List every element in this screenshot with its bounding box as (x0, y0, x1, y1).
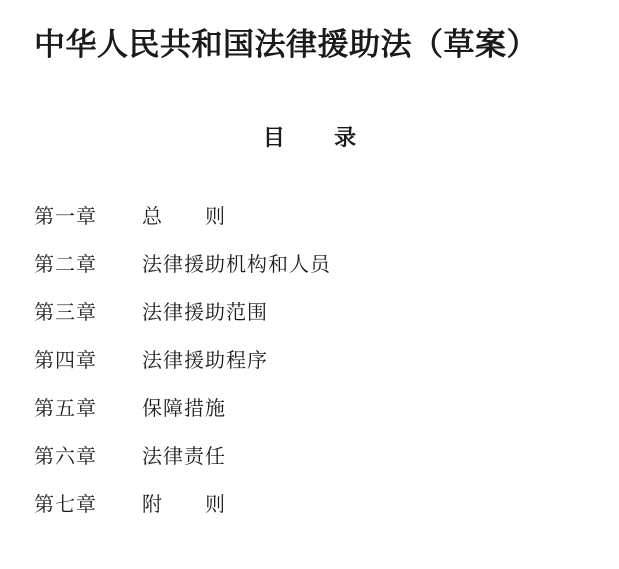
list-item[interactable] (0, 392, 619, 440)
list-item[interactable] (0, 248, 619, 296)
toc-chapter-title: 总 则 (142, 203, 226, 228)
toc-chapter-number: 第七章 (34, 491, 97, 516)
list-item[interactable] (0, 344, 619, 392)
list-item[interactable] (0, 488, 619, 536)
toc-heading-left-char: 目 (262, 124, 285, 151)
table-of-contents-list (0, 152, 619, 536)
list-item[interactable] (0, 200, 619, 248)
toc-chapter-title: 法律援助程序 (142, 347, 268, 372)
table-of-contents-heading (0, 65, 619, 152)
list-item[interactable] (0, 440, 619, 488)
toc-chapter-title: 保障措施 (142, 395, 226, 420)
toc-chapter-number: 第四章 (34, 347, 97, 372)
toc-chapter-number: 第二章 (34, 251, 97, 276)
toc-chapter-title: 法律援助机构和人员 (142, 251, 331, 276)
toc-chapter-title: 附 则 (142, 491, 226, 516)
page-title: 中华人民共和国法律援助法（草案） (34, 27, 538, 63)
toc-chapter-number: 第三章 (34, 299, 97, 324)
toc-heading-right-char: 录 (334, 124, 357, 151)
toc-chapter-number: 第六章 (34, 443, 97, 468)
toc-chapter-number: 第五章 (34, 395, 97, 420)
toc-chapter-title: 法律责任 (142, 443, 226, 468)
toc-chapter-number: 第一章 (34, 203, 97, 228)
list-item[interactable] (0, 296, 619, 344)
toc-chapter-title: 法律援助范围 (142, 299, 268, 324)
